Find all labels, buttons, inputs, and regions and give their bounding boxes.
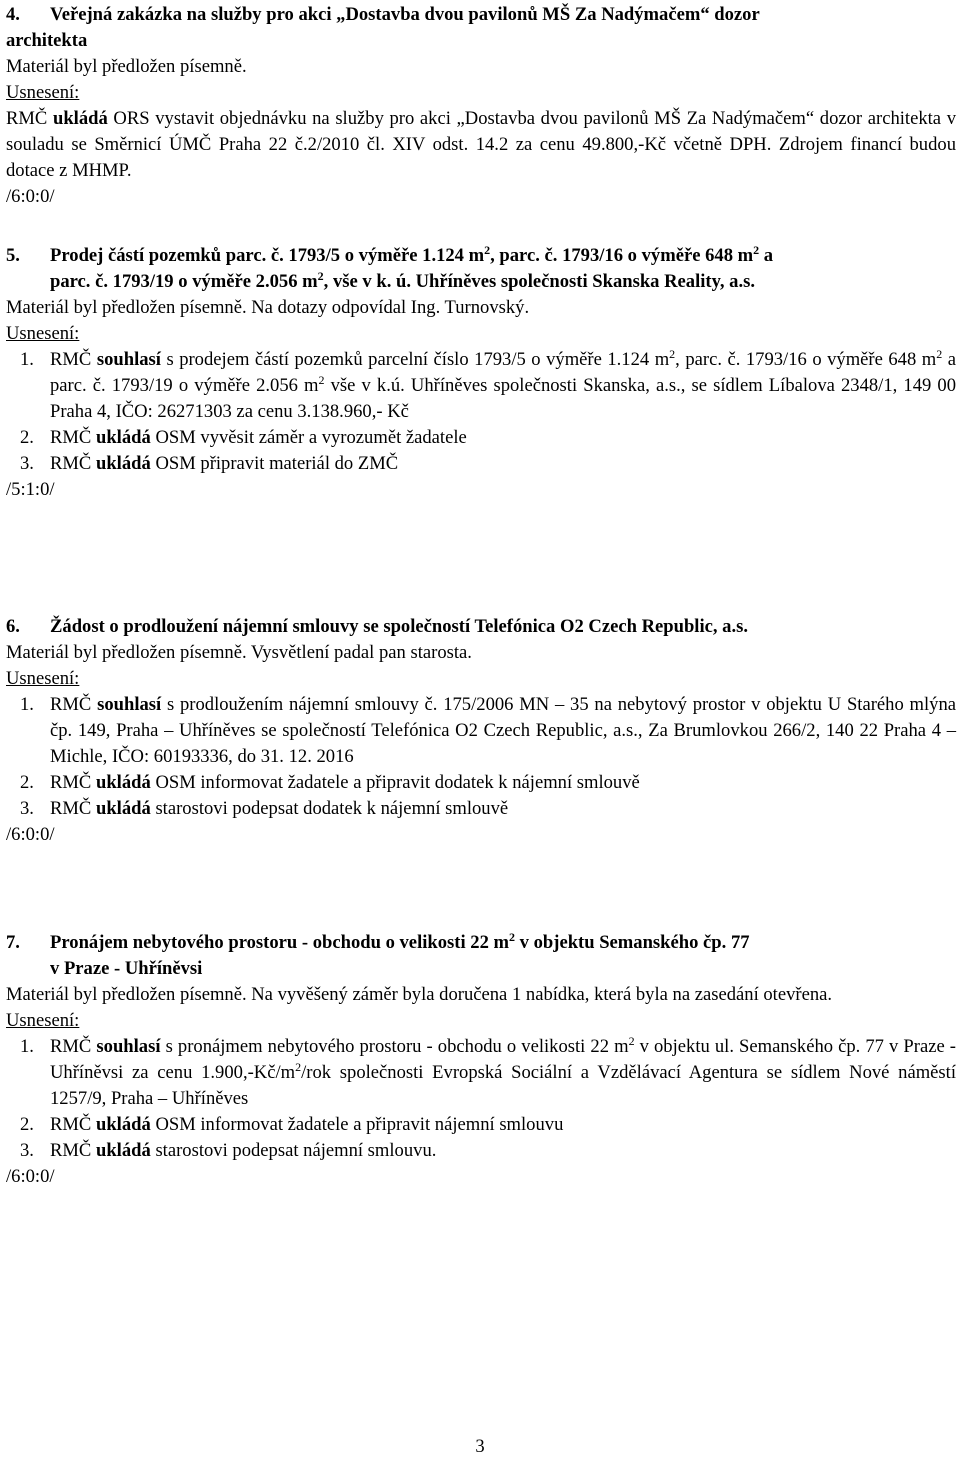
list-item: 1. RMČ souhlasí s pronájmem nebytového prostoru - obchodu o velikosti 22 $m^2$ v objektu ul. Semanského čp. 77 v Praze - Uhříněvsi za cenu $1.900,-Kč/m^2$/rok společnosti Evropská Sociální a Vzdělávací Agentura se sídlem Nové náměstí 1257/9, Praha – Uhříněves <box>20 1033 956 1109</box>
list-item: 3. RMČ ukládá OSM připravit materiál do ZMČ <box>20 453 399 474</box>
section-7-material: Materiál byl předložen písemně. Na vyvěšený záměr byla doručena 1 nabídka, která byla na zasedání otevřena. <box>6 984 833 1005</box>
section-5-title-cont: parc. č. 1793/19 o výměře 2.056 $m^2$, vše v k. ú. Uhříněves společnosti Skanska Reality, a.s. <box>50 268 756 292</box>
section-7 <box>6 930 956 1190</box>
section-4-title-cont: architekta <box>6 30 88 51</box>
section-5-resolutions <box>6 347 956 477</box>
section-5-usneseni: Usnesení: <box>6 323 80 344</box>
section-4-usneseni: Usnesení: <box>6 82 80 103</box>
list-item: 3. RMČ ukládá starostovi podepsat dodatek k nájemní smlouvě <box>20 798 509 819</box>
section-7-title: 7. Pronájem nebytového prostoru - obchodu o velikosti 22 $m^2$ v objektu Semanského čp. 77 <box>6 929 750 953</box>
section-6-usneseni: Usnesení: <box>6 668 80 689</box>
section-6-resolutions <box>6 692 956 822</box>
section-6-vote: /6:0:0/ <box>6 824 55 845</box>
list-item: 3. RMČ ukládá starostovi podepsat nájemní smlouvu. <box>20 1140 437 1161</box>
section-4-title: 4. Veřejná zakázka na služby pro akci „Dostavba dvou pavilonů MŠ Za Nadýmačem“ dozor <box>6 4 760 25</box>
list-item: 2. RMČ ukládá OSM vyvěsit záměr a vyrozumět žadatele <box>20 427 467 448</box>
section-7-title-cont: v Praze - Uhříněvsi <box>50 958 203 979</box>
page-number: 3 <box>475 1436 485 1457</box>
section-5-vote: /5:1:0/ <box>6 479 55 500</box>
list-item: 1. RMČ souhlasí s prodejem částí pozemků parcelní číslo 1793/5 o výměře 1.124 $m^2$, parc. č. 1793/16 o výměře 648 $m^2$ a parc. č. 1793/19 o výměře 2.056 $m^2$ vše v k.ú. Uhříněves společnosti Skanska, a.s., se sídlem Líbalova 2348/1, 149 00 Praha 4, IČO: 26271303 za cenu 3.138.960,- Kč <box>20 346 957 422</box>
section-7-usneseni: Usnesení: <box>6 1010 80 1031</box>
list-item: 2. RMČ ukládá OSM informovat žadatele a připravit dodatek k nájemní smlouvě <box>20 772 640 793</box>
section-6 <box>6 614 956 848</box>
list-item: 1. RMČ souhlasí s prodloužením nájemní smlouvy č. 175/2006 MN – 35 na nebytový prostor v objektu U Starého mlýna čp. 149, Praha – Uhříněves se společností Telefónica O2 Czech Republic, a.s., Za Brumlovkou 266/2, 140 22 Praha 4 – Michle, IČO: 60193336, do 31. 12. 2016 <box>20 694 957 767</box>
section-7-vote: /6:0:0/ <box>6 1166 55 1187</box>
section-5 <box>6 243 956 503</box>
section-5-material: Materiál byl předložen písemně. Na dotazy odpovídal Ing. Turnovský. <box>6 297 530 318</box>
section-6-material: Materiál byl předložen písemně. Vysvětlení padal pan starosta. <box>6 642 472 663</box>
section-6-title: 6. Žádost o prodloužení nájemní smlouvy se společností Telefónica O2 Czech Republic, a.s. <box>6 616 749 637</box>
section-4-material: Materiál byl předložen písemně. <box>6 56 247 77</box>
list-item: 2. RMČ ukládá OSM informovat žadatele a připravit nájemní smlouvu <box>20 1114 564 1135</box>
section-5-title: 5. Prodej částí pozemků parc. č. 1793/5 o výměře 1.124 $m^2$, parc. č. 1793/16 o výměře 648 $m^2$ a <box>6 242 774 266</box>
section-4-vote: /6:0:0/ <box>6 186 55 207</box>
section-4 <box>6 2 956 210</box>
section-4-resolution: RMČ ukládá ORS vystavit objednávku na služby pro akci „Dostavba dvou pavilonů MŠ Za Nadýmačem“ dozor architekta v souladu se Směrnicí ÚMČ Praha 22 č.2/2010 čl. XIV odst. 14.2 za cenu 49.800,-Kč včetně DPH. Zdrojem financí budou dotace z MHMP. <box>6 108 956 181</box>
section-7-resolutions <box>6 1034 956 1164</box>
